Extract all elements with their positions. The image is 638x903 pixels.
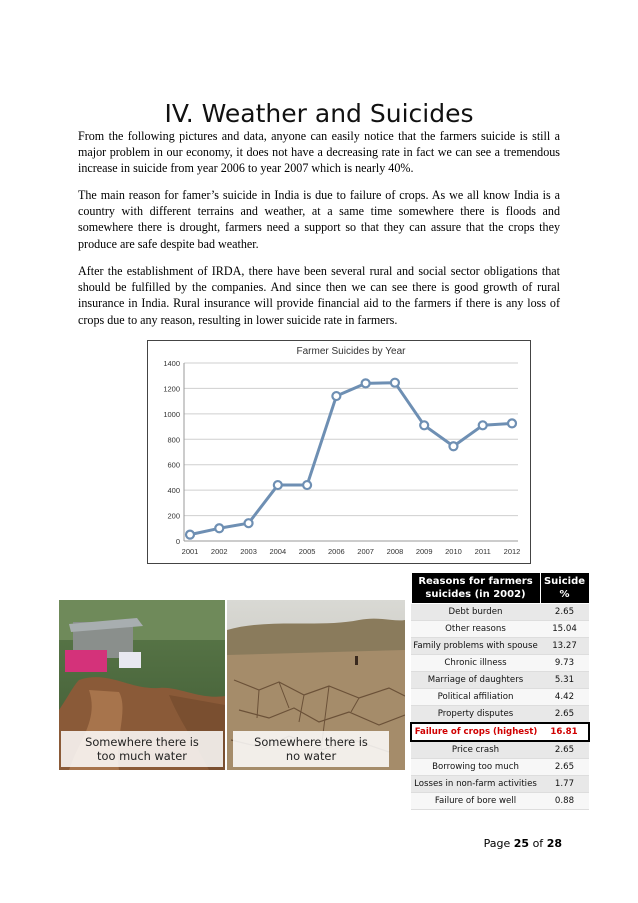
pct-cell: 9.73: [540, 655, 589, 672]
reason-cell: Political affiliation: [411, 689, 540, 706]
pct-cell: 0.88: [540, 793, 589, 810]
weather-photos: [59, 600, 405, 770]
reason-cell: Losses in non-farm activities: [411, 776, 540, 793]
y-tick-label: 1000: [163, 409, 180, 419]
y-tick-label: 0: [175, 537, 180, 546]
pct-cell: 2.65: [540, 604, 589, 621]
page-title: IV. Weather and Suicides: [164, 98, 474, 128]
reason-cell: Family problems with spouse: [411, 638, 540, 655]
y-tick-label: 1200: [163, 384, 180, 394]
pct-cell: 13.27: [540, 638, 589, 655]
x-tick-label: 2007: [357, 547, 374, 556]
drought-caption: [233, 731, 389, 767]
reason-cell: Failure of crops (highest): [411, 723, 540, 741]
table-row: [411, 689, 589, 706]
table-row: [411, 706, 589, 724]
data-point: [303, 481, 311, 489]
footer-of-word: of: [532, 837, 544, 850]
pct-cell: 5.31: [540, 672, 589, 689]
reason-cell: Chronic illness: [411, 655, 540, 672]
data-point: [391, 379, 399, 387]
x-tick-label: 2003: [240, 547, 257, 556]
drought-caption-line2: no water: [285, 749, 337, 763]
y-tick-label: 400: [167, 486, 180, 496]
flood-caption-line1: Somewhere there is: [85, 735, 199, 749]
x-tick-label: 2006: [328, 547, 345, 556]
x-tick-label: 2002: [210, 547, 228, 556]
x-tick-label: 2004: [269, 547, 287, 556]
data-point: [332, 392, 340, 400]
x-tick-label: 2008: [386, 547, 404, 556]
footer-page-word: Page: [483, 837, 511, 850]
table-row: [411, 604, 589, 621]
table-row: [411, 793, 589, 810]
data-point: [449, 442, 457, 450]
table-row-highlight: [411, 723, 589, 741]
x-tick-label: 2010: [445, 547, 462, 556]
chart-title: Farmer Suicides by Year: [296, 346, 406, 357]
data-point: [186, 531, 194, 539]
drought-caption-line1: Somewhere there is: [254, 735, 368, 749]
pct-cell: 2.65: [540, 741, 589, 759]
pct-cell: 16.81: [540, 723, 589, 741]
paragraph-intro: From the following pictures and data, anyone can easily notice that the farmers suicide is still a major problem in our economy, it does not have a decreasing rate in fact we can see a tremendous increase in suicide from year 2006 to year 2007 which is nearly 40%.: [78, 129, 560, 176]
series-line: [190, 383, 512, 535]
x-tick-label: 2001: [181, 547, 199, 556]
reason-cell: Failure of bore well: [411, 793, 540, 810]
reason-cell: Other reasons: [411, 621, 540, 638]
pct-cell: 2.65: [540, 706, 589, 724]
pct-cell: 1.77: [540, 776, 589, 793]
farmer-suicides-chart: [147, 340, 531, 564]
table-row: [411, 638, 589, 655]
table-row: [411, 741, 589, 759]
flood-caption: [61, 731, 223, 767]
x-tick-label: 2011: [474, 547, 491, 556]
data-point: [479, 421, 487, 429]
data-point: [245, 519, 253, 527]
reason-cell: Debt burden: [411, 604, 540, 621]
x-tick-label: 2009: [415, 547, 433, 556]
data-point: [362, 379, 370, 387]
table-row: [411, 776, 589, 793]
pct-cell: 2.65: [540, 759, 589, 776]
table-header-row: [411, 573, 589, 604]
data-point: [215, 524, 223, 532]
reason-cell: Borrowing too much: [411, 759, 540, 776]
data-point: [420, 421, 428, 429]
reason-cell: Property disputes: [411, 706, 540, 724]
pct-cell: 4.42: [540, 689, 589, 706]
chart-svg: [148, 341, 530, 563]
table-row: [411, 672, 589, 689]
footer-page-total: 28: [546, 837, 562, 850]
y-tick-label: 800: [167, 435, 180, 445]
header-reason: Reasons for farmers suicides (in 2002): [411, 573, 540, 604]
y-tick-label: 600: [167, 460, 180, 470]
flood-caption-line2: too much water: [97, 749, 187, 763]
table-row: [411, 655, 589, 672]
paragraph-irda: After the establishment of IRDA, there have been several rural and social sector obligations that should be fulfilled by the companies. And since then we can see there is good growth of rural insurance in India. Rural insurance will provide financial aid to the farmers if there is any loss of crops due to any reason, resulting in lower suicide rate in farmers.: [78, 264, 560, 327]
data-point: [274, 481, 282, 489]
footer-page-num: 25: [513, 837, 530, 850]
pct-cell: 15.04: [540, 621, 589, 638]
x-tick-label: 2012: [503, 547, 521, 556]
header-pct: Suicide %: [540, 573, 589, 604]
paragraph-main-reason: The main reason for famer’s suicide in India is due to failure of crops. As we all know India is a country with different terrains and weather, at a same time somewhere there is floods and somewhere there is drought, farmers need a support so that they can assure that the crops they produce are safe despite bad weather.: [78, 188, 560, 251]
reason-cell: Price crash: [411, 741, 540, 759]
page-footer: [480, 837, 562, 850]
data-point: [508, 419, 516, 427]
reason-cell: Marriage of daughters: [411, 672, 540, 689]
reasons-table: [410, 572, 590, 810]
x-tick-label: 2005: [298, 547, 316, 556]
y-tick-label: 200: [167, 511, 180, 521]
table-row: [411, 621, 589, 638]
y-tick-label: 1400: [163, 359, 180, 368]
table-row: [411, 759, 589, 776]
